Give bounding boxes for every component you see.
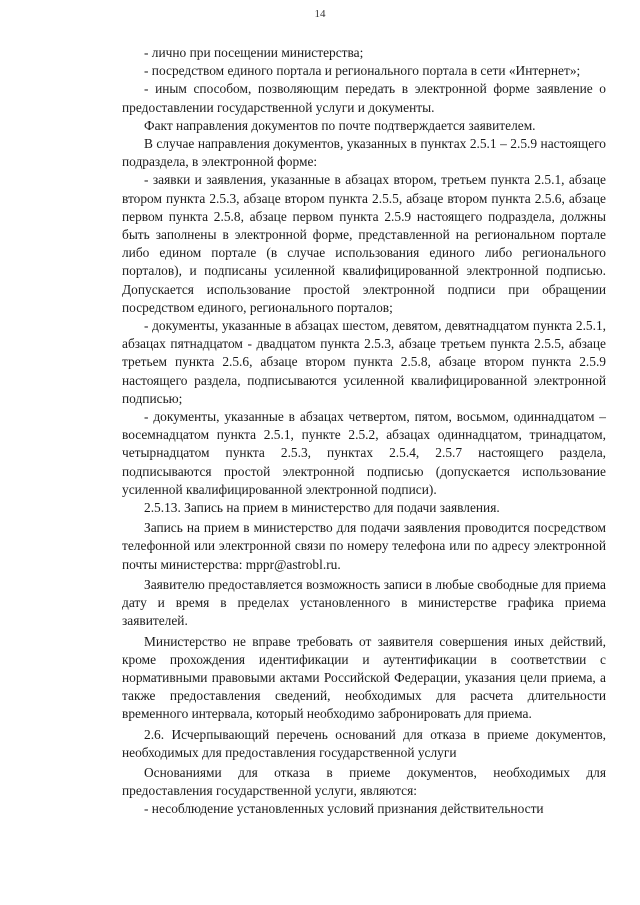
paragraph-applications: - заявки и заявления, указанные в абзацах втором, третьем пункта 2.5.1, абзаце втором пункта 2.5.3, абзаце втором пункта 2.5.5, абзаце втором пункта 2.5.6, абзаце первом пункта 2.5.8, абзаце первом пункта 2.5.9 настоящего подраздела, должны быть заполнены в электронной форме, представленной на региональном портале либо едином портале (в случае использования единого либо регионального порталов), и подписаны усиленной квалифицированной электронной подписью. Допускается использование простой электронной подписи при обращении посредством единого, регионального порталов; [122,172,606,315]
page-number: 14 [314,8,326,20]
paragraph-portal: - посредством единого портала и регионального портала в сети «Интернет»; [144,63,581,79]
paragraph-mail-confirmation: Факт направления документов по почте подтверждается заявителем. [144,117,536,133]
paragraph-appointment: Запись на прием в министерство для подачи заявления проводится посредством телефонной или электронной связи по номеру телефона или по адресу электронной почты министерства: mppr@astrobl.ru. [122,520,606,572]
section-heading-2-6: 2.6. Исчерпывающий перечень оснований для отказа в приеме документов, необходимых для предоставления государственной услуги [122,726,606,760]
paragraph-simple-signature-docs: - документы, указанные в абзацах четвертом, пятом, восьмом, одиннадцатом – восемнадцатом пункта 2.5.1, пункте 2.5.2, абзацах одиннадцатом, тринадцатом, четырнадцатом пункта 2.5.3, пунктах 2.5.4, 2.5.7 настоящего раздела, подписываются простой электронной подписью (допускается использование усиленной квалифицированной электронной подписи). [122,409,606,497]
paragraph-electronic-intro: В случае направления документов, указанных в пунктах 2.5.1 – 2.5.9 настоящего подраздела, в электронной форме: [122,136,606,170]
paragraph-noncompliance: - несоблюдение установленных условий признания действительности [144,801,544,817]
paragraph-appointment-time: Заявителю предоставляется возможность записи в любые свободные для приема дату и время в пределах установленного в министерстве графика приема заявителей. [122,576,606,629]
paragraph-refusal-grounds: Основаниями для отказа в приеме документов, необходимых для предоставления государственной услуги, являются: [122,764,606,799]
paragraph-other-method: - иным способом, позволяющим передать в электронной форме заявление о предоставлении государственной услуги и документы. [122,81,606,115]
document-body [122,44,606,819]
paragraph-qualified-signature-docs: - документы, указанные в абзацах шестом, девятом, девятнадцатом пункта 2.5.1, абзацах пятнадцатом - двадцатом пункта 2.5.3, абзаце третьем пункта 2.5.5, абзаце третьем пункта 2.5.6, абзаце втором пункта 2.5.8, абзаце втором пункта 2.5.9 настоящего раздела, подписываются усиленной квалифицированной электронной подписью; [122,318,606,406]
section-heading-2-5-13: 2.5.13. Запись на прием в министерство для подачи заявления. [144,500,500,516]
paragraph-ministry-restrictions: Министерство не вправе требовать от заявителя совершения иных действий, кроме прохождения идентификации и аутентификации в соответствии с нормативными правовыми актами Российской Федерации, указания цели приема, а также предоставления сведений, необходимых для расчета длительности временного интервала, который необходимо забронировать для приема. [122,633,606,722]
paragraph-in-person: - лично при посещении министерства; [144,45,364,60]
